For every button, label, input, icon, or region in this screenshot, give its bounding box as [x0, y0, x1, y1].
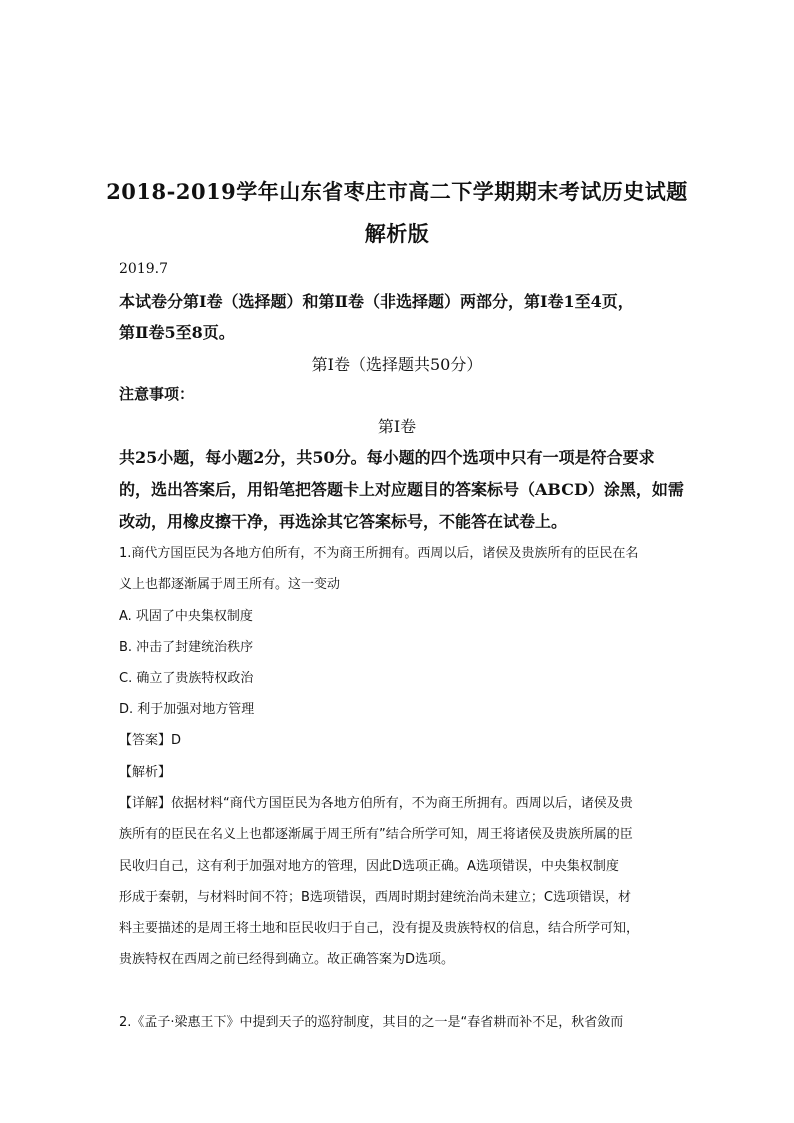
- exam-description-line2: 第Ⅱ卷5至8页。: [119, 323, 235, 342]
- instruction-line2: 的，选出答案后，用铅笔把答题卡上对应题目的答案标号（ABCD）涂黑，如需: [119, 480, 684, 499]
- instruction-line3: 改动，用橡皮擦干净，再选涂其它答案标号，不能答在试卷上。: [119, 512, 568, 531]
- question2-stem-line1: 2.《孟子·梁惠王下》中提到天子的巡狩制度，其目的之一是“春省耕而补不足，秋省敛而: [119, 1015, 624, 1030]
- question1-detail-line1: 【详解】依据材料“商代方国臣民为各地方伯所有，不为商王所拥有。西周以后，诸侯及贵: [119, 796, 633, 811]
- part-title: 第Ⅰ卷: [377, 417, 417, 436]
- question1-option-a: A. 巩固了中央集权制度: [119, 609, 253, 624]
- question1-option-b: B. 冲击了封建统治秩序: [119, 640, 254, 655]
- document-title-line1: 2018-2019学年山东省枣庄市高二下学期期末考试历史试题: [106, 179, 688, 204]
- question1-detail-line3: 民收归自己，这有利于加强对地方的管理，因此D选项正确。A选项错误，中央集权制度: [119, 859, 619, 874]
- document-title-line2: 解析版: [364, 221, 430, 246]
- question1-analysis-label: 【解析】: [119, 765, 172, 780]
- question1-option-c: C. 确立了贵族特权政治: [119, 671, 254, 686]
- question1-option-d: D. 利于加强对地方管理: [119, 702, 255, 717]
- section-title: 第Ⅰ卷（选择题共50分）: [311, 355, 483, 374]
- question1-detail-line4: 形成于秦朝，与材料时间不符；B选项错误，西周时期封建统治尚未建立；C选项错误，材: [119, 890, 631, 905]
- question1-detail-line6: 贵族特权在西周之前已经得到确立。故正确答案为D选项。: [119, 952, 455, 967]
- question1-stem-line1: 1.商代方国臣民为各地方伯所有，不为商王所拥有。西周以后，诸侯及贵族所有的臣民在名: [119, 546, 639, 561]
- question1-stem-line2: 义上也都逐渐属于周王所有。这一变动: [119, 577, 341, 592]
- question1-detail-line2: 族所有的臣民在名义上也都逐渐属于周王所有”结合所学可知，周王将诸侯及贵族所属的臣: [119, 827, 633, 842]
- exam-date: 2019.7: [119, 261, 168, 277]
- instruction-line1: 共25小题，每小题2分，共50分。每小题的四个选项中只有一项是符合要求: [119, 448, 655, 467]
- exam-description-line1: 本试卷分第Ⅰ卷（选择题）和第Ⅱ卷（非选择题）两部分，第Ⅰ卷1至4页，: [119, 292, 634, 311]
- question1-answer: 【答案】D: [119, 733, 182, 748]
- question1-detail-line5: 料主要描述的是周王将土地和臣民收归于自己，没有提及贵族特权的信息，结合所学可知，: [119, 921, 640, 936]
- notice-label: 注意事项：: [119, 385, 195, 403]
